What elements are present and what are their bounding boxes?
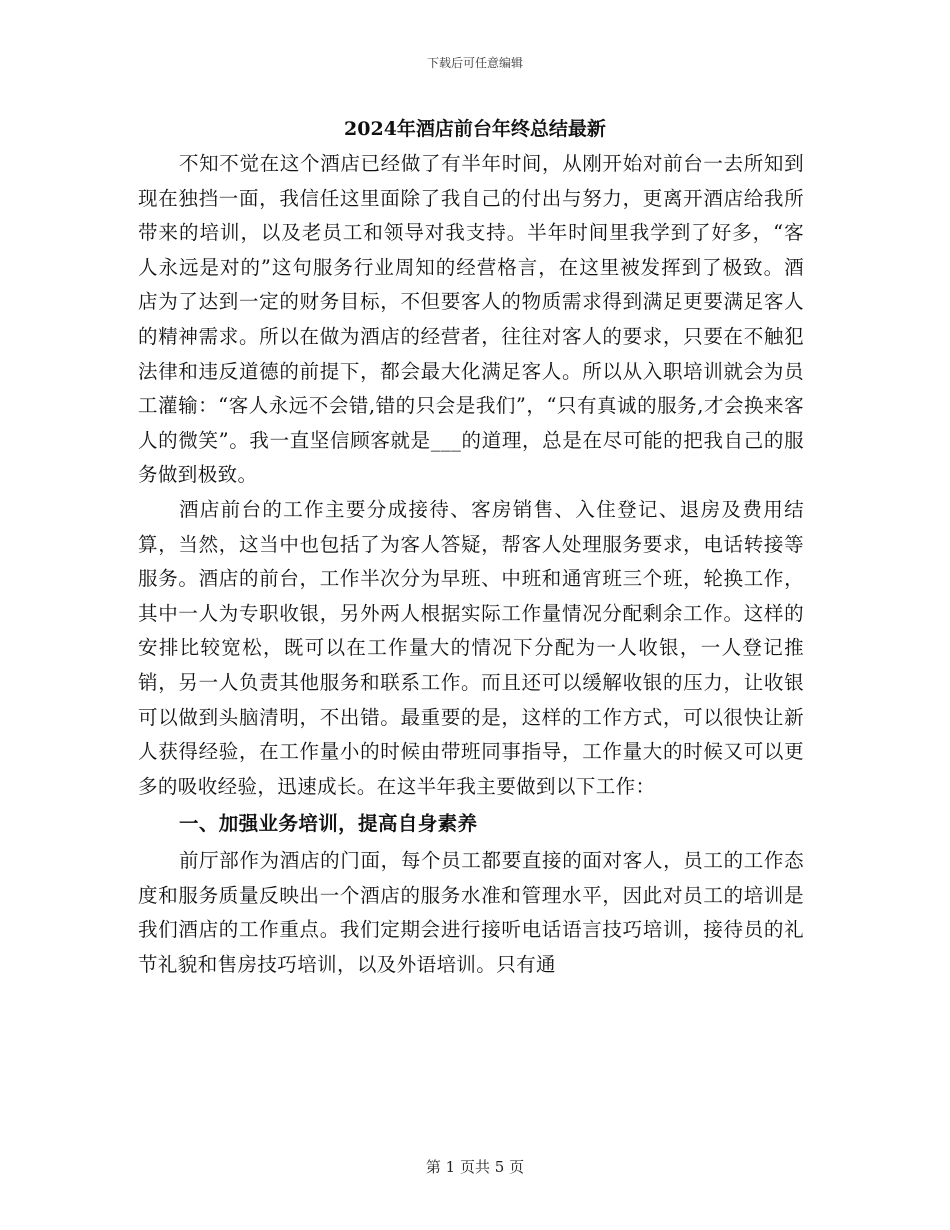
paragraph-training: 前厅部作为酒店的门面，每个员工都要直接的面对客人，员工的工作态度和服务质量反映出一个酒店的服务水准和管理水平，因此对员工的培训是我们酒店的工作重点。我们定期会进行接听电话语言技巧培训，接待员的礼节礼貌和售房技巧培训，以及外语培训。只有通 [138, 849, 804, 977]
document-title: 2024年酒店前台年终总结最新 [344, 118, 606, 140]
section-heading-training: 一、加强业务培训，提高自身素养 [178, 812, 478, 836]
paragraph-front-desk-work: 酒店前台的工作主要分成接待、客房销售、入住登记、退房及费用结算，当然，这当中也包括了为客人答疑，帮客人处理服务要求，电话转接等服务。酒店的前台，工作半次分为早班、中班和通宵班三个班，轮换工作，其中一人为专职收银，另外两人根据实际工作量情况分配剩余工作。这样的安排比较宽松，既可以在工作量大的情况下分配为一人收银，一人登记推销，另一人负责其他服务和联系工作。而且还可以缓解收银的压力，让收银可以做到头脑清明，不出错。最重要的是，这样的工作方式，可以很快让新人获得经验，在工作量小的时候由带班同事指导，工作量大的时候又可以更多的吸收经验，迅速成长。在这半年我主要做到以下工作： [138, 497, 804, 798]
paragraph-intro: 不知不觉在这个酒店已经做了有半年时间，从刚开始对前台一去所知到现在独挡一面，我信任这里面除了我自己的付出与努力，更离开酒店给我所带来的培训，以及老员工和领导对我支持。半年时间里我学到了好多，“客人永远是对的”这句服务行业周知的经营格言，在这里被发挥到了极致。酒店为了达到一定的财务目标，不但要客人的物质需求得到满足更要满足客人的精神需求。所以在做为酒店的经营者，往往对客人的要求，只要在不触犯法律和违反道德的前提下，都会最大化满足客人。所以从入职培训就会为员工灌输：“客人永远不会错,错的只会是我们”，“只有真诚的服务,才会换来客人的微笑”。我一直坚信顾客就是___的道理，总是在尽可能的把我自己的服务做到极致。 [138, 152, 804, 487]
page-header-note: 下载后可任意编辑 [426, 56, 523, 70]
document-body [138, 147, 804, 983]
page-number-footer: 第 1 页共 5 页 [425, 1158, 525, 1176]
